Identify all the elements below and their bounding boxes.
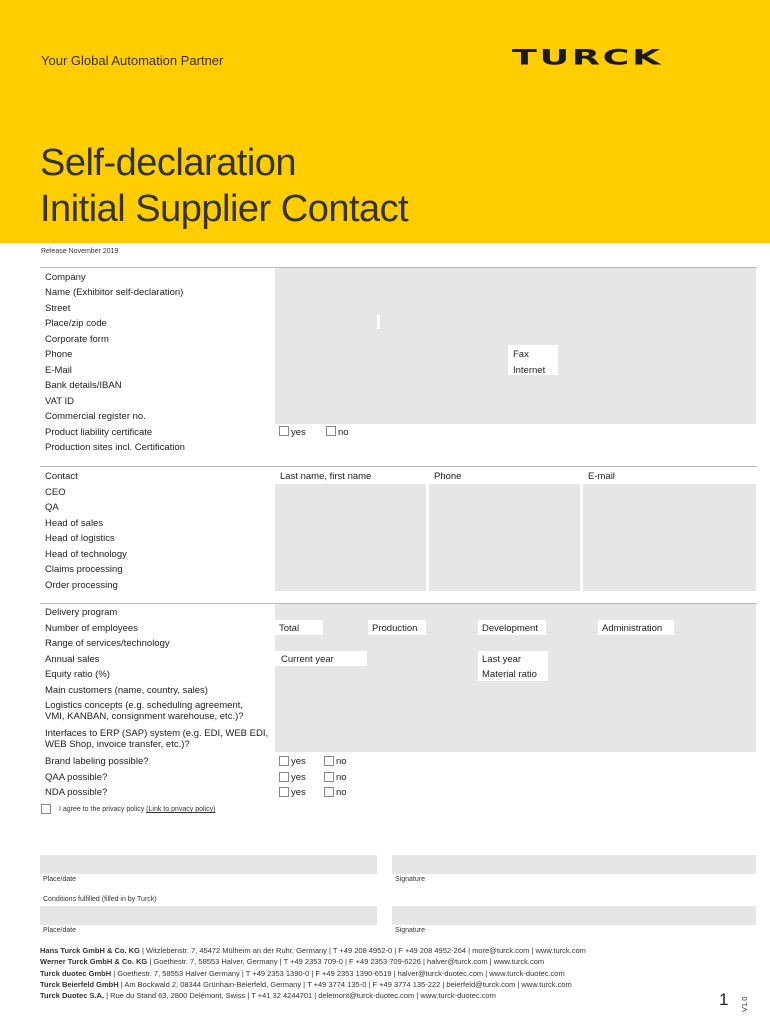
header-banner xyxy=(0,0,770,243)
nda-yes-label: yes xyxy=(291,787,306,798)
liability-no-checkbox[interactable] xyxy=(326,426,336,436)
signature-field-2[interactable] xyxy=(392,906,757,925)
footer-addresses xyxy=(40,945,586,1001)
place-date-field-1[interactable] xyxy=(40,855,378,874)
footer-line xyxy=(40,945,586,956)
tagline: Your Global Automation Partner xyxy=(41,53,224,68)
privacy-text xyxy=(59,806,215,813)
contact-row-technology: Head of technology xyxy=(45,549,127,560)
footer-company: Turck duotec GmbH xyxy=(40,968,112,978)
label-erp-1: Interfaces to ERP (SAP) system (e.g. EDI, WEB EDI, xyxy=(45,728,269,739)
contact-row-ceo: CEO xyxy=(45,487,66,498)
label-bank: Bank details/IBAN xyxy=(45,380,122,391)
contacts-header-email: E-mail xyxy=(588,471,615,482)
qaa-no-checkbox[interactable] xyxy=(324,772,334,782)
label-material-ratio: Material ratio xyxy=(482,669,537,680)
label-current-year: Current year xyxy=(281,654,334,665)
qaa-no-label: no xyxy=(336,772,347,783)
footer-details: | Witzlebenstr. 7, 45472 Mülheim an der Ruhr, Germany | T +49 208 4952-0 | F +49 208 4952-264 | more@turck.com | www.turck.com xyxy=(139,946,586,955)
place-date-field-2[interactable] xyxy=(40,906,378,925)
label-qaa: QAA possible? xyxy=(45,772,108,783)
liability-yes-label: yes xyxy=(291,427,306,438)
liability-yes-checkbox[interactable] xyxy=(279,426,289,436)
label-logistics-concepts-2: VMI, KANBAN, consignment warehouse, etc.)? xyxy=(45,711,244,722)
qaa-yes-checkbox[interactable] xyxy=(279,772,289,782)
signature-label-1: Signature xyxy=(395,876,425,883)
contacts-header-phone: Phone xyxy=(434,471,462,482)
footer-details: | Goethestr. 7, 58553 Halver, Germany | T +49 2353 709-0 | F +49 2353 709-6226 | halver@turck.com | www.turck.com xyxy=(147,957,545,967)
place-date-label-2: Place/date xyxy=(43,927,77,934)
nda-no-label: no xyxy=(336,787,347,798)
label-brand-labeling: Brand labeling possible? xyxy=(45,756,149,767)
contact-row-sales: Head of sales xyxy=(45,518,104,529)
label-equity-ratio: Equity ratio (%) xyxy=(45,669,110,680)
label-nda: NDA possible? xyxy=(45,787,108,798)
footer-line xyxy=(40,990,586,1001)
label-production: Production xyxy=(372,623,418,634)
nda-no-checkbox[interactable] xyxy=(324,787,334,797)
contact-row-qa: QA xyxy=(45,502,59,513)
label-delivery-program: Delivery program xyxy=(45,607,118,618)
label-corporate-form: Corporate form xyxy=(45,334,109,345)
contacts-name-column[interactable] xyxy=(275,484,427,591)
title-line-1: Self-declaration xyxy=(40,142,297,184)
footer-line xyxy=(40,968,586,979)
privacy-label: I agree to the privacy policy xyxy=(59,806,145,813)
contact-row-logistics: Head of logistics xyxy=(45,533,115,544)
label-place-zip: Place/zip code xyxy=(45,318,107,329)
liability-no-label: no xyxy=(338,427,349,438)
turck-logo: TURCK xyxy=(512,46,664,71)
qaa-yes-label: yes xyxy=(291,772,306,783)
brand-yes-checkbox[interactable] xyxy=(279,756,289,766)
label-employees: Number of employees xyxy=(45,623,138,634)
label-development: Development xyxy=(482,623,538,634)
footer-line xyxy=(40,979,586,990)
label-erp-2: WEB Shop, invoice transfer, etc.)? xyxy=(45,739,190,750)
contact-row-claims: Claims processing xyxy=(45,564,123,575)
page-title xyxy=(40,140,408,232)
label-last-year: Last year xyxy=(482,654,522,665)
brand-no-label: no xyxy=(336,756,347,767)
privacy-checkbox[interactable] xyxy=(41,804,51,814)
contact-row-orders: Order processing xyxy=(45,580,118,591)
label-range-services: Range of services/technology xyxy=(45,638,170,649)
contacts-phone-column[interactable] xyxy=(429,484,581,591)
footer-company: Hans Turck GmbH & Co. KG xyxy=(40,946,140,955)
release-note: Release November 2019 xyxy=(41,248,119,255)
place-date-label-1: Place/date xyxy=(43,876,77,883)
footer-line xyxy=(40,956,586,967)
label-vat: VAT ID xyxy=(45,396,75,407)
privacy-policy-link[interactable]: (Link to privacy policy) xyxy=(146,806,216,813)
contacts-header-contact: Contact xyxy=(45,471,78,482)
footer-company: Turck Duotec S.A. xyxy=(40,991,105,1001)
label-email: E-Mail xyxy=(45,365,72,376)
signature-label-2: Signature xyxy=(395,927,425,934)
label-name: Name (Exhibitor self-declaration) xyxy=(45,287,184,298)
nda-yes-checkbox[interactable] xyxy=(279,787,289,797)
brand-yes-label: yes xyxy=(291,756,306,767)
label-logistics-concepts-1: Logistics concepts (e.g. scheduling agreement, xyxy=(45,700,244,711)
footer-company: Turck Beierfeld GmbH xyxy=(40,979,119,989)
signature-field-1[interactable] xyxy=(392,855,757,874)
label-phone: Phone xyxy=(45,349,73,360)
label-main-customers: Main customers (name, country, sales) xyxy=(45,685,208,696)
label-annual-sales: Annual sales xyxy=(45,654,100,665)
label-street: Street xyxy=(45,303,71,314)
footer-company: Werner Turck GmbH & Co. KG xyxy=(40,957,148,967)
label-administration: Administration xyxy=(602,623,663,634)
page-number: 1 xyxy=(719,990,729,1009)
label-total: Total xyxy=(279,623,300,634)
field-divider xyxy=(377,315,380,329)
footer-details: | Am Bockwald 2, 08344 Grünhain-Beierfeld, Germany | T +49 3774 135-0 | F +49 3774 135-222 | beierfeld@turck.com | www.turck.com xyxy=(118,979,572,989)
contacts-header-name: Last name, first name xyxy=(280,471,372,482)
footer-details: | Rue du Stand 63, 2800 Delémont, Swiss | T +41 32 4244701 | delemont@turck-duotec.com | www.turck-duotec.com xyxy=(104,991,496,1001)
label-internet: Internet xyxy=(513,365,546,376)
footer-details: | Goethestr. 7, 58553 Halver Germany | T +49 2353 1390-0 | F +49 2353 1390-6519 | halver@turck-duotec.com | www.turck-duotec.com xyxy=(111,968,565,978)
label-register: Commercial register no. xyxy=(45,411,146,422)
divider xyxy=(40,466,757,467)
label-fax: Fax xyxy=(513,349,529,360)
label-production-sites: Production sites incl. Certification xyxy=(45,442,185,453)
label-company: Company xyxy=(45,272,86,283)
version-label: V1.0 xyxy=(740,996,749,1012)
brand-no-checkbox[interactable] xyxy=(324,756,334,766)
contacts-email-column[interactable] xyxy=(583,484,757,591)
label-liability: Product liability certificate xyxy=(45,427,153,438)
title-line-2: Initial Supplier Contact xyxy=(40,188,409,230)
conditions-label: Conditions fulfilled (filled in by Turck) xyxy=(43,896,157,903)
